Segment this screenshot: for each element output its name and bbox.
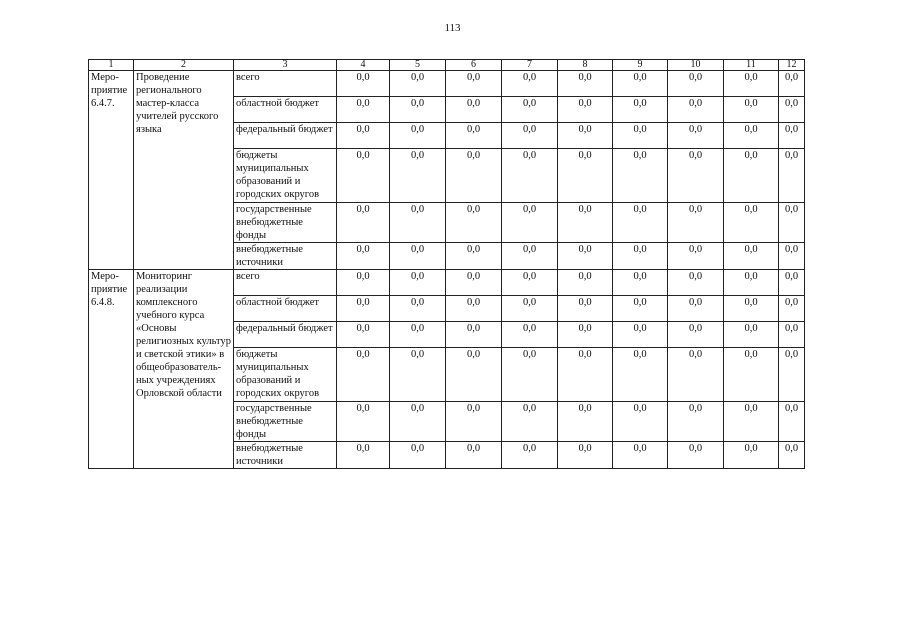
value-cell: 0,0 <box>613 97 668 123</box>
value-cell: 0,0 <box>724 203 779 243</box>
table-row <box>89 270 805 296</box>
funding-source: внебюджетные источники <box>234 442 337 469</box>
value-cell: 0,0 <box>779 296 805 322</box>
value-cell: 0,0 <box>337 203 390 243</box>
value-cell: 0,0 <box>558 402 613 442</box>
value-cell: 0,0 <box>724 243 779 270</box>
value-cell: 0,0 <box>337 402 390 442</box>
value-cell: 0,0 <box>779 97 805 123</box>
value-cell: 0,0 <box>502 149 558 203</box>
value-cell: 0,0 <box>613 203 668 243</box>
value-cell: 0,0 <box>724 296 779 322</box>
activity-code: Меро- приятие 6.4.8. <box>89 270 134 469</box>
funding-source: внебюджетные источники <box>234 243 337 270</box>
value-cell: 0,0 <box>390 322 446 348</box>
funding-source: областной бюджет <box>234 97 337 123</box>
funding-source: государственные внебюджетные фонды <box>234 402 337 442</box>
value-cell: 0,0 <box>558 203 613 243</box>
value-cell: 0,0 <box>558 442 613 469</box>
value-cell: 0,0 <box>446 149 502 203</box>
funding-source: бюджеты муниципальных образований и городских округов <box>234 348 337 402</box>
value-cell: 0,0 <box>558 149 613 203</box>
value-cell: 0,0 <box>446 270 502 296</box>
value-cell: 0,0 <box>779 270 805 296</box>
value-cell: 0,0 <box>502 402 558 442</box>
value-cell: 0,0 <box>668 442 724 469</box>
value-cell: 0,0 <box>390 442 446 469</box>
activity-title: Мониторинг реализации комплексного учебного курса «Основы религиозных культур и светской этики» в общеобразователь-ных учреждениях Орловской области <box>134 270 234 469</box>
value-cell: 0,0 <box>613 442 668 469</box>
value-cell: 0,0 <box>502 442 558 469</box>
value-cell: 0,0 <box>390 123 446 149</box>
value-cell: 0,0 <box>724 322 779 348</box>
value-cell: 0,0 <box>724 71 779 97</box>
value-cell: 0,0 <box>779 442 805 469</box>
value-cell: 0,0 <box>502 97 558 123</box>
value-cell: 0,0 <box>668 123 724 149</box>
value-cell: 0,0 <box>502 348 558 402</box>
value-cell: 0,0 <box>779 149 805 203</box>
value-cell: 0,0 <box>337 243 390 270</box>
activity-code: Меро- приятие 6.4.7. <box>89 71 134 270</box>
value-cell: 0,0 <box>337 270 390 296</box>
value-cell: 0,0 <box>779 71 805 97</box>
value-cell: 0,0 <box>446 97 502 123</box>
value-cell: 0,0 <box>502 243 558 270</box>
value-cell: 0,0 <box>502 296 558 322</box>
value-cell: 0,0 <box>337 322 390 348</box>
value-cell: 0,0 <box>668 348 724 402</box>
value-cell: 0,0 <box>779 402 805 442</box>
value-cell: 0,0 <box>613 270 668 296</box>
column-header: 2 <box>134 60 234 71</box>
value-cell: 0,0 <box>613 296 668 322</box>
value-cell: 0,0 <box>779 123 805 149</box>
column-header: 1 <box>89 60 134 71</box>
value-cell: 0,0 <box>668 296 724 322</box>
funding-source: федеральный бюджет <box>234 322 337 348</box>
value-cell: 0,0 <box>446 322 502 348</box>
value-cell: 0,0 <box>558 296 613 322</box>
value-cell: 0,0 <box>337 71 390 97</box>
page-number: 113 <box>444 22 461 34</box>
funding-source: федеральный бюджет <box>234 123 337 149</box>
value-cell: 0,0 <box>668 270 724 296</box>
value-cell: 0,0 <box>613 243 668 270</box>
value-cell: 0,0 <box>390 203 446 243</box>
value-cell: 0,0 <box>558 270 613 296</box>
value-cell: 0,0 <box>446 296 502 322</box>
value-cell: 0,0 <box>446 123 502 149</box>
column-header: 9 <box>613 60 668 71</box>
value-cell: 0,0 <box>390 71 446 97</box>
value-cell: 0,0 <box>558 97 613 123</box>
value-cell: 0,0 <box>337 149 390 203</box>
value-cell: 0,0 <box>668 149 724 203</box>
value-cell: 0,0 <box>446 402 502 442</box>
value-cell: 0,0 <box>558 123 613 149</box>
value-cell: 0,0 <box>337 123 390 149</box>
value-cell: 0,0 <box>502 322 558 348</box>
table-row <box>89 71 805 97</box>
table-body <box>89 71 805 469</box>
value-cell: 0,0 <box>502 71 558 97</box>
funding-source: бюджеты муниципальных образований и городских округов <box>234 149 337 203</box>
value-cell: 0,0 <box>724 442 779 469</box>
column-header: 11 <box>724 60 779 71</box>
value-cell: 0,0 <box>724 402 779 442</box>
value-cell: 0,0 <box>779 348 805 402</box>
value-cell: 0,0 <box>724 149 779 203</box>
value-cell: 0,0 <box>613 322 668 348</box>
value-cell: 0,0 <box>558 348 613 402</box>
value-cell: 0,0 <box>390 296 446 322</box>
funding-source: областной бюджет <box>234 296 337 322</box>
column-header: 12 <box>779 60 805 71</box>
value-cell: 0,0 <box>668 243 724 270</box>
value-cell: 0,0 <box>613 348 668 402</box>
column-header: 3 <box>234 60 337 71</box>
value-cell: 0,0 <box>558 243 613 270</box>
column-header: 5 <box>390 60 446 71</box>
funding-source: государственные внебюджетные фонды <box>234 203 337 243</box>
value-cell: 0,0 <box>724 123 779 149</box>
value-cell: 0,0 <box>390 270 446 296</box>
value-cell: 0,0 <box>390 149 446 203</box>
value-cell: 0,0 <box>558 322 613 348</box>
value-cell: 0,0 <box>446 203 502 243</box>
value-cell: 0,0 <box>337 442 390 469</box>
value-cell: 0,0 <box>446 243 502 270</box>
column-header: 8 <box>558 60 613 71</box>
column-header: 6 <box>446 60 502 71</box>
value-cell: 0,0 <box>779 203 805 243</box>
value-cell: 0,0 <box>502 123 558 149</box>
activity-title: Проведение регионального мастер-класса учителей русского языка <box>134 71 234 270</box>
header-row <box>89 60 805 71</box>
value-cell: 0,0 <box>668 97 724 123</box>
value-cell: 0,0 <box>390 97 446 123</box>
value-cell: 0,0 <box>724 348 779 402</box>
column-header: 7 <box>502 60 558 71</box>
value-cell: 0,0 <box>613 402 668 442</box>
value-cell: 0,0 <box>337 348 390 402</box>
value-cell: 0,0 <box>724 270 779 296</box>
column-header: 4 <box>337 60 390 71</box>
value-cell: 0,0 <box>390 243 446 270</box>
value-cell: 0,0 <box>613 123 668 149</box>
value-cell: 0,0 <box>724 97 779 123</box>
value-cell: 0,0 <box>668 203 724 243</box>
value-cell: 0,0 <box>502 270 558 296</box>
value-cell: 0,0 <box>668 402 724 442</box>
value-cell: 0,0 <box>779 243 805 270</box>
value-cell: 0,0 <box>337 296 390 322</box>
column-header: 10 <box>668 60 724 71</box>
value-cell: 0,0 <box>390 402 446 442</box>
value-cell: 0,0 <box>613 71 668 97</box>
value-cell: 0,0 <box>446 348 502 402</box>
value-cell: 0,0 <box>502 203 558 243</box>
value-cell: 0,0 <box>613 149 668 203</box>
value-cell: 0,0 <box>390 348 446 402</box>
value-cell: 0,0 <box>446 71 502 97</box>
value-cell: 0,0 <box>668 322 724 348</box>
value-cell: 0,0 <box>558 71 613 97</box>
funding-source: всего <box>234 270 337 296</box>
funding-source: всего <box>234 71 337 97</box>
budget-table <box>88 59 805 469</box>
value-cell: 0,0 <box>337 97 390 123</box>
value-cell: 0,0 <box>668 71 724 97</box>
value-cell: 0,0 <box>779 322 805 348</box>
value-cell: 0,0 <box>446 442 502 469</box>
